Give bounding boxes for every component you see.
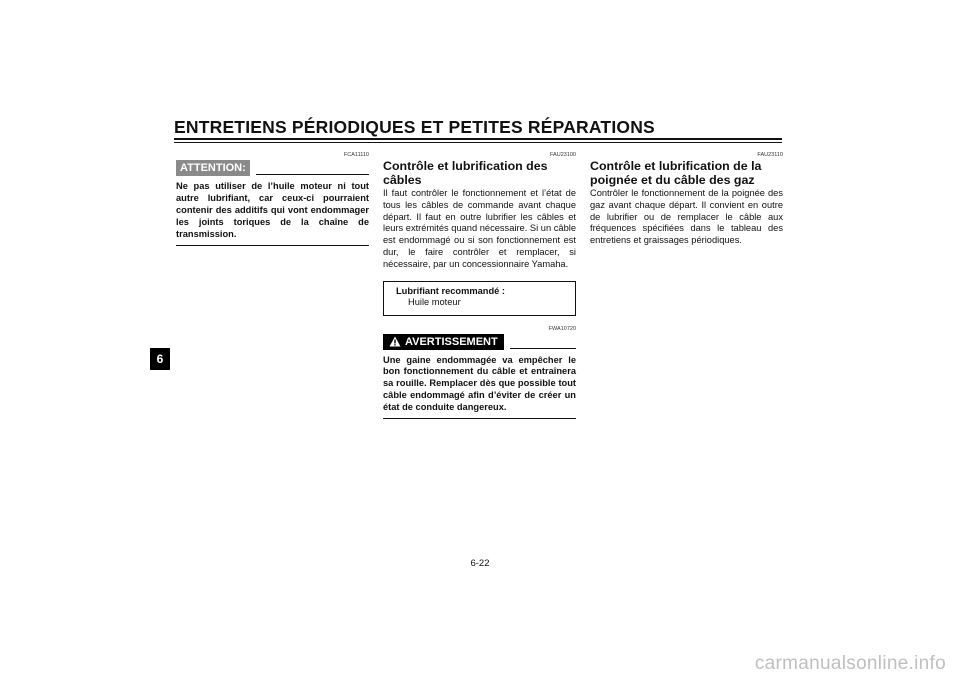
section-title-throttle: Contrôle et lubrification de la poignée et du câble des gaz: [590, 159, 762, 187]
attention-rule: [256, 174, 369, 175]
column-right: [590, 152, 783, 247]
attention-label: ATTENTION:: [176, 160, 250, 176]
warning-triangle-icon: [389, 336, 401, 347]
reference-code: FAU23110: [757, 152, 783, 158]
chapter-tab: 6: [150, 348, 170, 370]
warning-reference-code: FWA10720: [548, 325, 576, 332]
warning-label: AVERTISSEMENT: [405, 335, 498, 348]
title-rule: [174, 138, 782, 140]
page-title: ENTRETIENS PÉRIODIQUES ET PETITES RÉPARATIONS: [174, 117, 655, 137]
reference-code: FAU23100: [550, 152, 576, 158]
page-number: 6-22: [470, 558, 490, 569]
watermark: carmanualsonline.info: [754, 653, 946, 674]
column-left: [176, 152, 369, 246]
section-body-throttle: Contrôler le fonctionnement de la poignée des gaz avant chaque départ. Il convient en outre de lubrifier ou de remplacer le câble aux fréquences spécifiées dans le tableau des entretiens et graissages périodiques.: [590, 188, 783, 246]
warning-header: [383, 333, 576, 350]
title-rule-thin: [174, 142, 782, 143]
warning-text: Une gaine endommagée va empêcher le bon fonctionnement du câble et entraînera sa rouille. Remplacer dès que possible tout câble endommagé afin d’éviter de créer un état de conduite dangereux.: [383, 354, 576, 413]
attention-text: Ne pas utiliser de l’huile moteur ni tout autre lubrifiant, car ceux-ci pourraient contenir des additifs qui vont endommager les joints toriques de la chaîne de transmission.: [176, 181, 369, 239]
spec-value: Huile moteur: [408, 297, 461, 308]
warning-end-rule: [383, 418, 576, 419]
column-middle: [383, 152, 576, 419]
attention-end-rule: [176, 245, 369, 246]
spec-label: Lubrifiant recommandé :: [396, 285, 505, 296]
section-body-cables: Il faut contrôler le fonctionnement et l’état de tous les câbles de commande avant chaque départ. Il faut en outre lubrifier les câbles et leurs extrémités quand nécessaire. Si un câble est endommagé ou si son fonctionnement est dur, le faire contrôler et remplacer, si nécessaire, par un concessionnaire Yamaha.: [383, 188, 576, 269]
warning-rule: [510, 348, 576, 349]
warning-label-box: [383, 334, 504, 350]
attention-header: [176, 159, 369, 176]
reference-code: FCA11110: [343, 152, 369, 158]
section-title-cables: Contrôle et lubrification des câbles: [383, 159, 548, 187]
lubricant-spec-box: [383, 281, 576, 316]
